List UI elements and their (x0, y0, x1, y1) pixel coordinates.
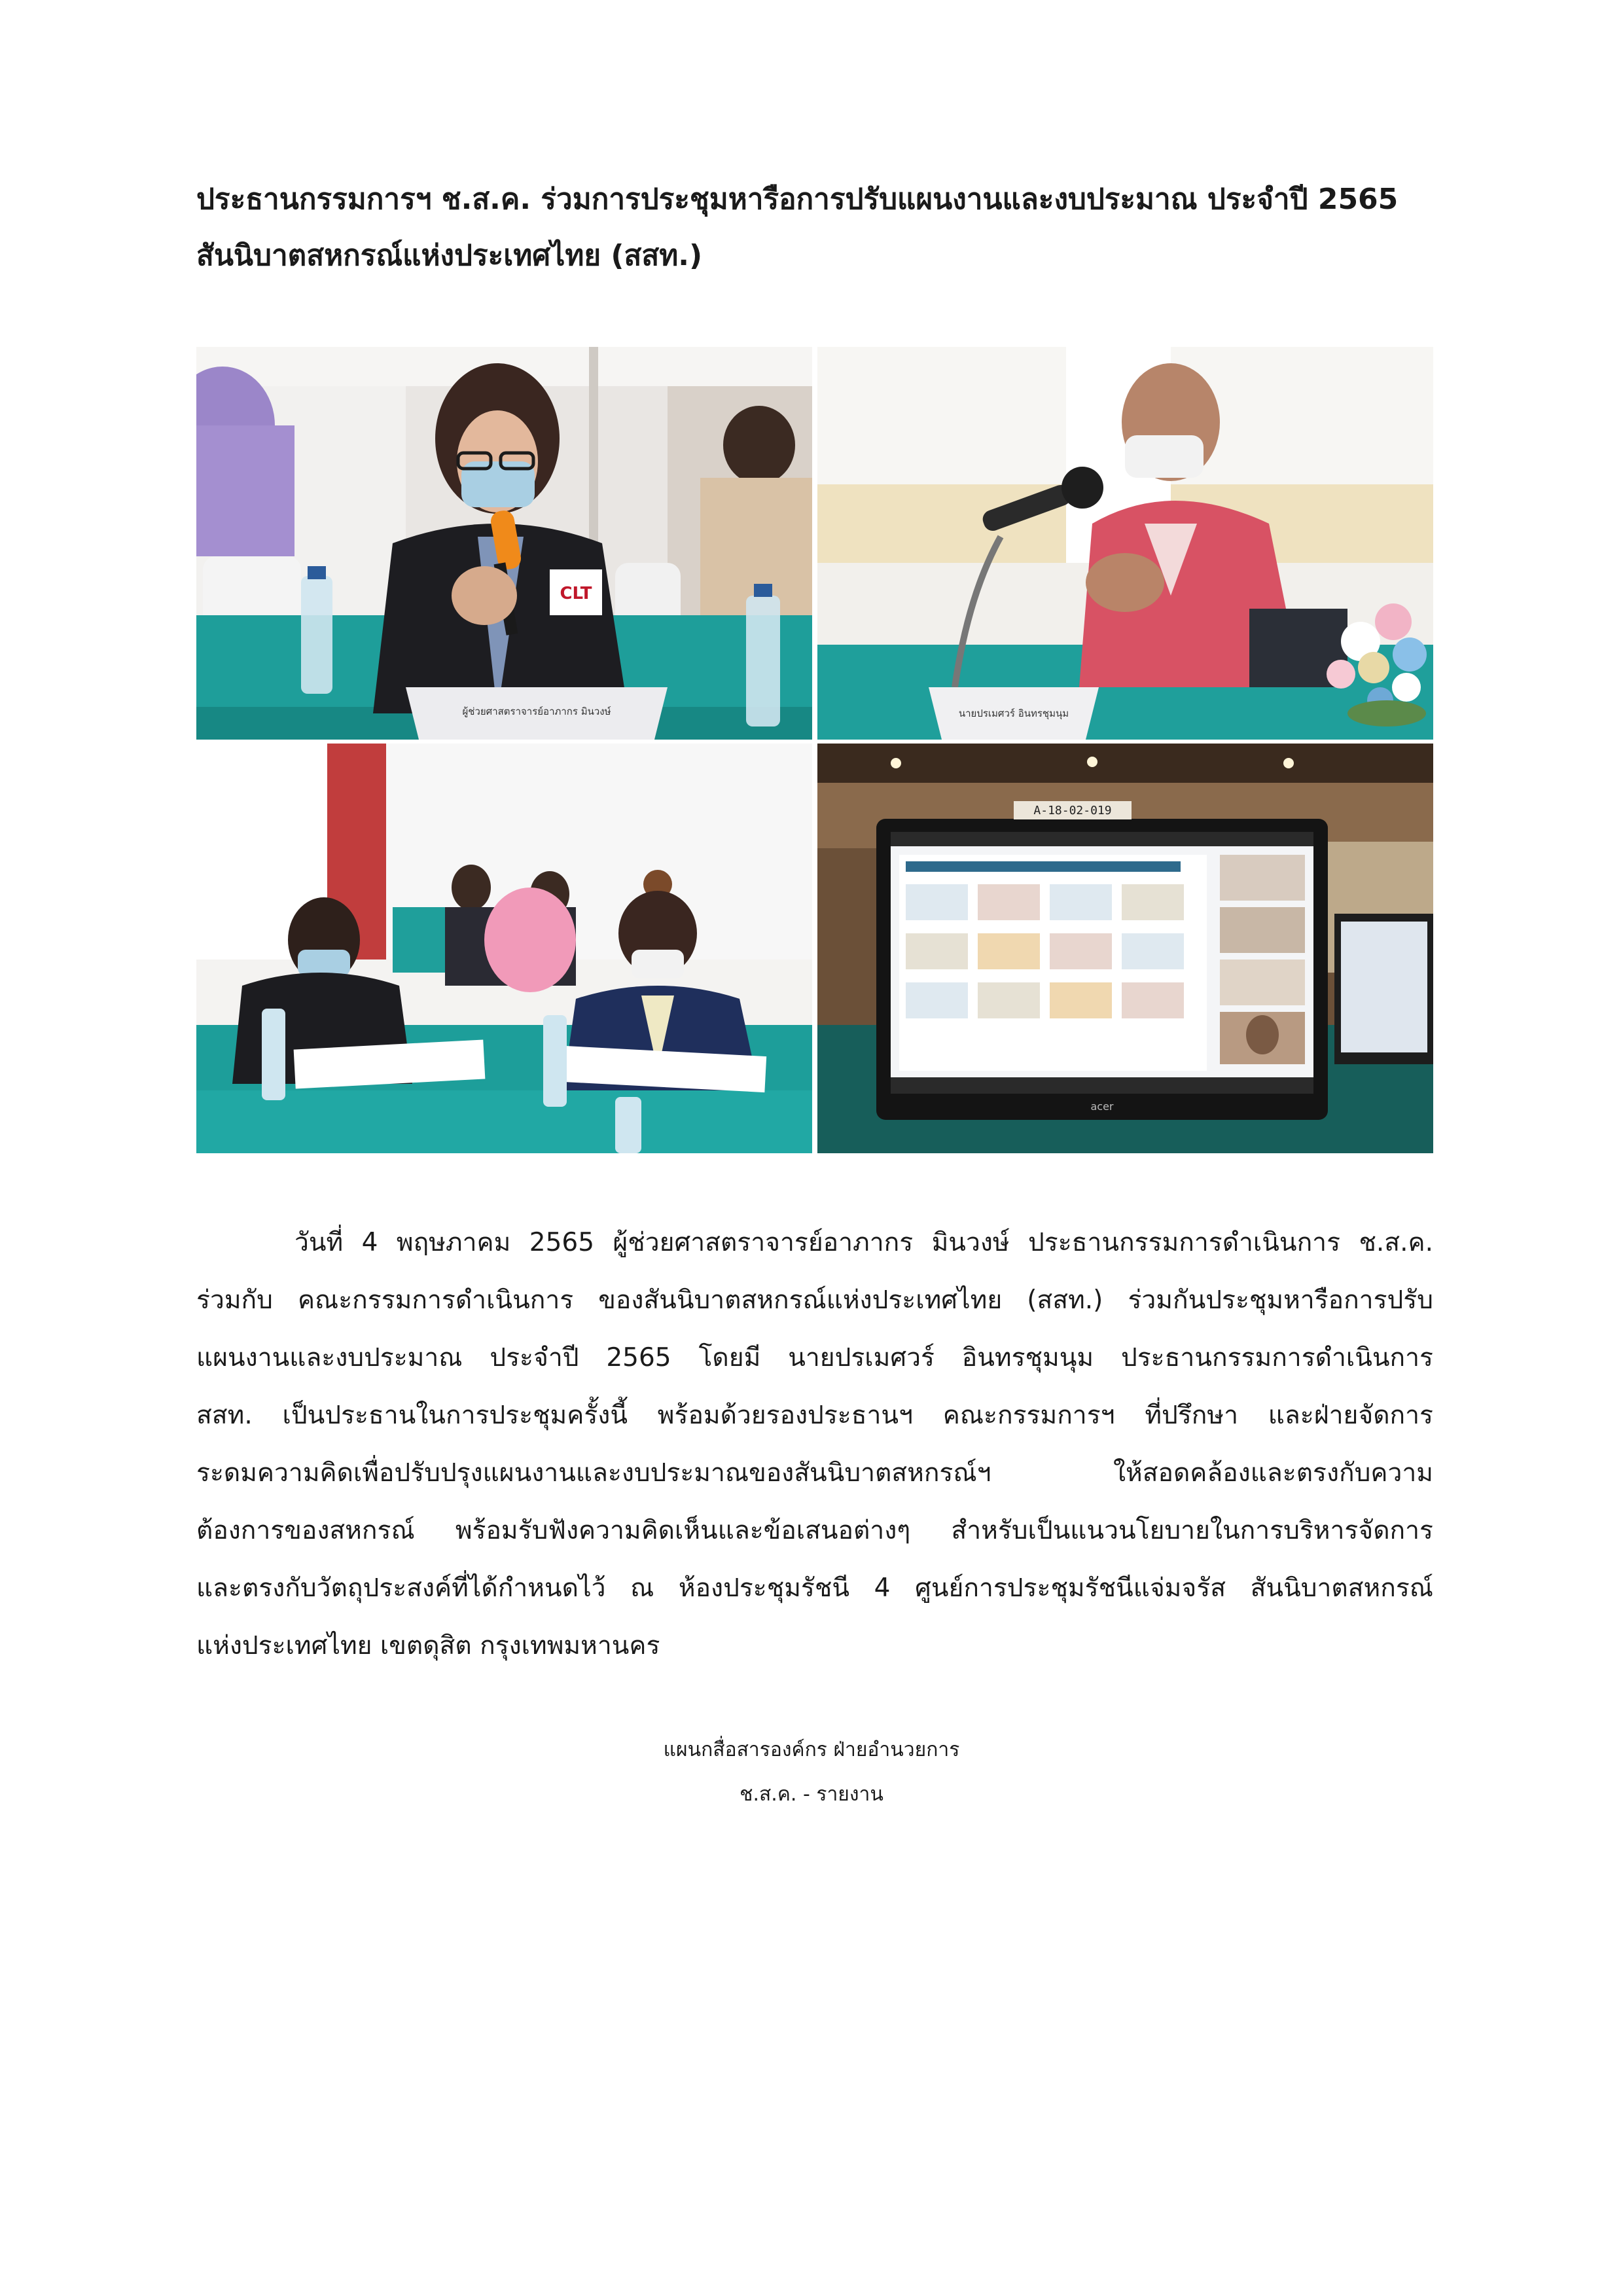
body-line-2: ร่วมกับ คณะกรรมการดำเนินการ ของสันนิบาตสหกรณ์แห่งประเทศไทย (สสท.) ร่วมกันประชุมหารือการปรับ (196, 1285, 1433, 1315)
body-line-4: สสท. เป็นประธานในการประชุมครั้งนี้ พร้อมด้วยรองประธานฯ คณะกรรมการฯ ที่ปรึกษา และฝ่ายจัดการ (196, 1401, 1433, 1430)
monitor-label: A-18-02-019 (1033, 804, 1112, 817)
footer-reporter: ช.ส.ค. - รายงาน (740, 1783, 883, 1806)
photo-women-reading (196, 744, 812, 1153)
headline-line-2: สันนิบาตสหกรณ์แห่งประเทศไทย (สสท.) (196, 239, 703, 272)
body-line-6: ต้องการของสหกรณ์ พร้อมรับฟังความคิดเห็นและข้อเสนอต่างๆ สำหรับเป็นแนวนโยบายในการบริหารจัดการ (196, 1516, 1433, 1545)
body-line-3: แผนงานและงบประมาณ ประจำปี 2565 โดยมี นายปรเมศวร์ อินทรชุมนุม ประธานกรรมการดำเนินการ (196, 1343, 1433, 1372)
footer-department: แผนกสื่อสารองค์กร ฝ่ายอำนวยการ (663, 1738, 960, 1761)
body-line-7: และตรงกับวัตถุประสงค์ที่ได้กำหนดไว้ ณ ห้องประชุมรัชนี 4 ศูนย์การประชุมรัชนีแจ่มจรัส สันนิบาตสหกรณ์ (196, 1573, 1433, 1603)
photo-woman-speaking (196, 347, 812, 740)
photo-video-conference (817, 744, 1433, 1153)
monitor-brand: acer (1090, 1100, 1114, 1113)
headline-line-1: ประธานกรรมการฯ ช.ส.ค. ร่วมการประชุมหารือการปรับแผนงานและงบประมาณ ประจำปี 2565 (196, 183, 1399, 216)
report-footer (0, 1728, 1623, 1817)
nameplate-photo1: ผู้ช่วยศาสตราจารย์อาภากร มินวงษ์ (462, 706, 611, 717)
body-line-1: วันที่ 4 พฤษภาคม 2565 ผู้ช่วยศาสตราจารย์อาภากร มินวงษ์ ประธานกรรมการดำเนินการ ช.ส.ค. (294, 1228, 1433, 1257)
body-line-8: แห่งประเทศไทย เขตดุสิต กรุงเทพมหานคร (196, 1631, 660, 1660)
photo-collage (196, 347, 1433, 1153)
body-line-5: ระดมความคิดเพื่อปรับปรุงแผนงานและงบประมาณของสันนิบาตสหกรณ์ฯ ให้สอดคล้องและตรงกับความ (196, 1458, 1433, 1488)
photo-man-speaking (817, 347, 1433, 740)
article-body (196, 1214, 1433, 1675)
nameplate-photo2: นายปรเมศวร์ อินทรชุมนุม (958, 708, 1069, 719)
clt-logo: CLT (560, 584, 592, 603)
headline (196, 171, 1440, 284)
